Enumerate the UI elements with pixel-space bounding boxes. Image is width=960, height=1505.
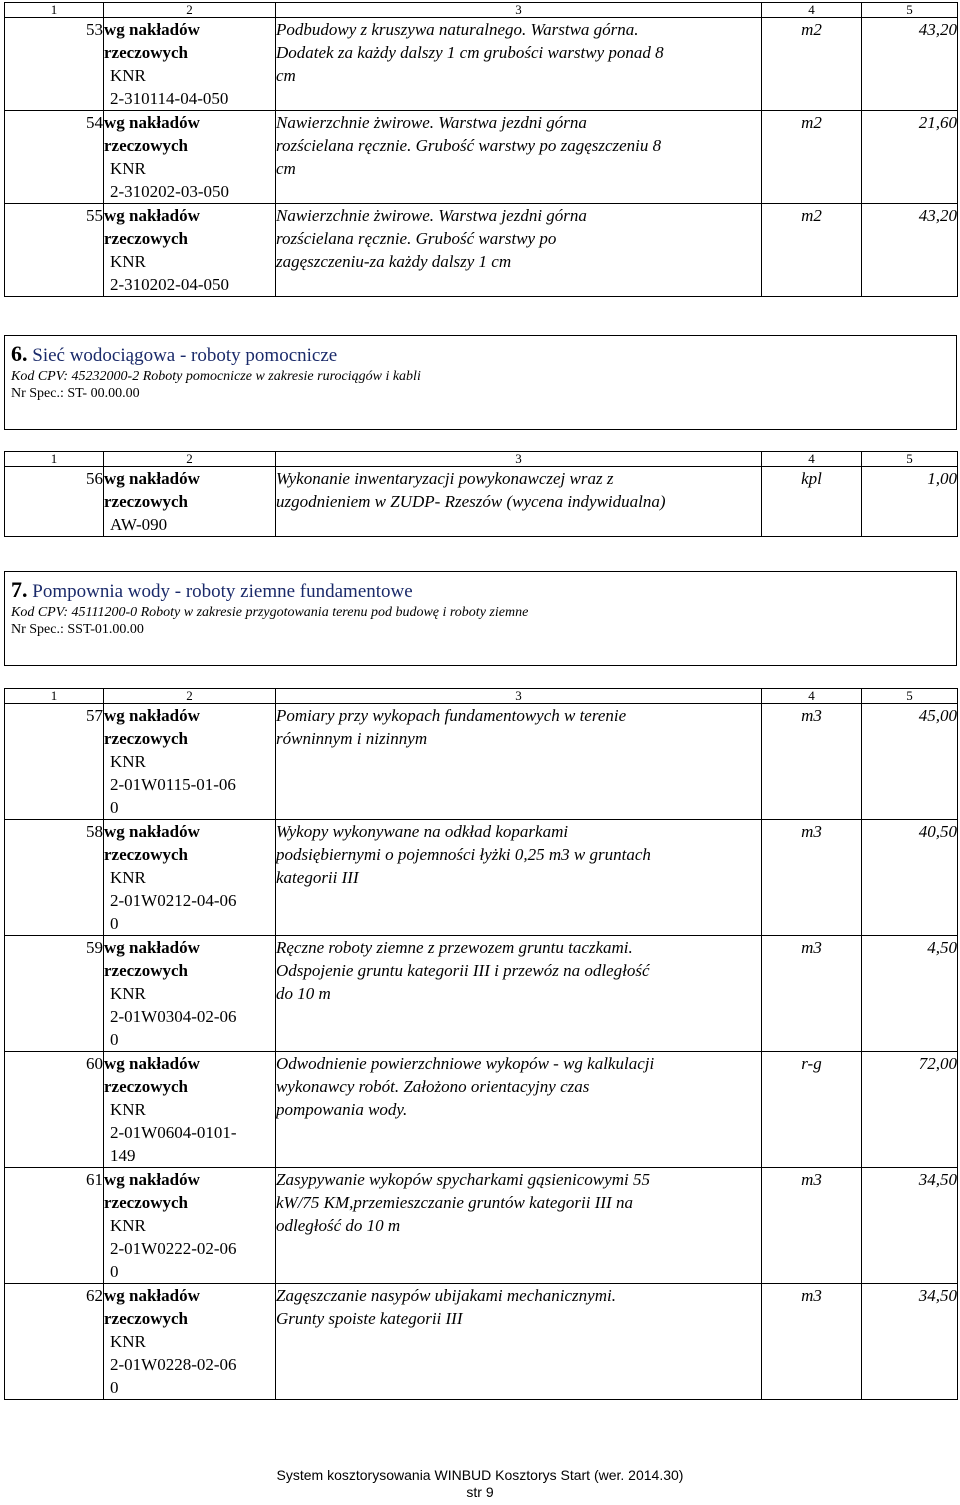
basis-label: rzeczowych <box>104 1309 189 1328</box>
section-number: 6. <box>11 341 28 366</box>
basis-code: KNR <box>110 752 146 771</box>
description-line: Odwodnienie powierzchniowe wykopów - wg kalkulacji <box>276 1054 655 1073</box>
header-col-2: 2 <box>104 3 276 18</box>
position-description <box>276 936 762 1052</box>
basis-label: rzeczowych <box>104 961 189 980</box>
position-description <box>276 1168 762 1284</box>
basis-label: rzeczowych <box>104 845 189 864</box>
description-line: równinnym i nizinnym <box>276 729 428 748</box>
basis-code: KNR <box>110 1216 146 1235</box>
position-unit: m3 <box>762 820 862 936</box>
header-col-5: 5 <box>862 452 958 467</box>
header-col-3: 3 <box>276 3 762 18</box>
position-quantity: 1,00 <box>862 467 958 537</box>
position-basis <box>104 820 276 936</box>
position-quantity: 43,20 <box>862 204 958 297</box>
position-basis <box>104 204 276 297</box>
position-unit: m2 <box>762 18 862 111</box>
description-line: zagęszczeniu-za każdy dalszy 1 cm <box>276 252 512 271</box>
basis-label: rzeczowych <box>104 729 189 748</box>
position-basis <box>104 18 276 111</box>
description-line: rozścielana ręcznie. Grubość warstwy po <box>276 229 557 248</box>
position-basis <box>104 111 276 204</box>
position-unit: r-g <box>762 1052 862 1168</box>
header-row <box>5 452 958 467</box>
position-description <box>276 1284 762 1400</box>
description-line: uzgodnieniem w ZUDP- Rzeszów (wycena indywidualna) <box>276 492 666 511</box>
basis-code: KNR <box>110 252 146 271</box>
description-line: rozścielana ręcznie. Grubość warstwy po zagęszczeniu 8 <box>276 136 662 155</box>
header-col-3: 3 <box>276 689 762 704</box>
position-number: 56 <box>5 467 104 537</box>
header-col-5: 5 <box>862 689 958 704</box>
header-col-4: 4 <box>762 689 862 704</box>
basis-label: wg nakładów <box>104 822 200 841</box>
basis-code: 0 <box>110 798 119 817</box>
basis-label: rzeczowych <box>104 43 189 62</box>
description-line: Ręczne roboty ziemne z przewozem gruntu taczkami. <box>276 938 633 957</box>
section-cpv: Kod CPV: 45111200-0 Roboty w zakresie przygotowania terenu pod budowę i roboty ziemne <box>11 605 529 620</box>
description-line: kategorii III <box>276 868 359 887</box>
header-col-1: 1 <box>5 3 104 18</box>
position-number: 61 <box>5 1168 104 1284</box>
basis-label: wg nakładów <box>104 1286 200 1305</box>
description-line: Dodatek za każdy dalszy 1 cm grubości warstwy ponad 8 <box>276 43 664 62</box>
position-basis <box>104 1168 276 1284</box>
basis-label: rzeczowych <box>104 1193 189 1212</box>
description-line: Zasypywanie wykopów spycharkami gąsienicowymi 55 <box>276 1170 650 1189</box>
description-line: Wykopy wykonywane na odkład koparkami <box>276 822 569 841</box>
position-number: 54 <box>5 111 104 204</box>
description-line: Podbudowy z kruszywa naturalnego. Warstwa górna. <box>276 20 639 39</box>
table-row <box>5 1052 958 1168</box>
basis-code: AW-090 <box>110 515 168 534</box>
position-number: 53 <box>5 18 104 111</box>
basis-code: 2-01W0228-02-06 <box>110 1355 237 1374</box>
table-row <box>5 18 958 111</box>
basis-code: 0 <box>110 1262 119 1281</box>
position-quantity: 21,60 <box>862 111 958 204</box>
basis-code: KNR <box>110 159 146 178</box>
header-col-5: 5 <box>862 3 958 18</box>
section-7-header <box>4 571 957 666</box>
position-quantity: 43,20 <box>862 18 958 111</box>
table-row <box>5 1284 958 1400</box>
description-line: Grunty spoiste kategorii III <box>276 1309 463 1328</box>
position-basis <box>104 1052 276 1168</box>
basis-label: rzeczowych <box>104 492 189 511</box>
position-number: 60 <box>5 1052 104 1168</box>
basis-code: 149 <box>110 1146 136 1165</box>
page-footer <box>0 1467 960 1501</box>
basis-code: 2-01W0222-02-06 <box>110 1239 237 1258</box>
position-basis <box>104 1284 276 1400</box>
header-col-2: 2 <box>104 689 276 704</box>
position-description <box>276 467 762 537</box>
basis-code: 2-310202-03-050 <box>110 182 229 201</box>
position-unit: m3 <box>762 704 862 820</box>
basis-label: wg nakładów <box>104 1054 200 1073</box>
basis-label: wg nakładów <box>104 20 200 39</box>
basis-code: KNR <box>110 984 146 1003</box>
basis-code: KNR <box>110 1332 146 1351</box>
table-row <box>5 936 958 1052</box>
description-line: kW/75 KM,przemieszczanie gruntów kategorii III na <box>276 1193 633 1212</box>
description-line: pompowania wody. <box>276 1100 408 1119</box>
positions-table-2 <box>4 451 958 537</box>
header-col-4: 4 <box>762 3 862 18</box>
position-description <box>276 820 762 936</box>
description-line: Nawierzchnie żwirowe. Warstwa jezdni górna <box>276 113 587 132</box>
description-line: Pomiary przy wykopach fundamentowych w terenie <box>276 706 627 725</box>
positions-table-1 <box>4 2 958 297</box>
description-line: cm <box>276 159 296 178</box>
section-6-header <box>4 335 957 430</box>
section-cpv: Kod CPV: 45232000-2 Roboty pomocnicze w zakresie rurociągów i kabli <box>11 369 421 384</box>
table-row <box>5 204 958 297</box>
position-quantity: 34,50 <box>862 1168 958 1284</box>
position-number: 57 <box>5 704 104 820</box>
position-unit: m3 <box>762 1284 862 1400</box>
basis-code: KNR <box>110 868 146 887</box>
basis-label: rzeczowych <box>104 229 189 248</box>
basis-label: rzeczowych <box>104 1077 189 1096</box>
basis-code: 2-01W0604-0101- <box>110 1123 237 1142</box>
position-number: 58 <box>5 820 104 936</box>
basis-code: 2-01W0304-02-06 <box>110 1007 237 1026</box>
basis-label: wg nakładów <box>104 206 200 225</box>
basis-code: 0 <box>110 914 119 933</box>
position-quantity: 45,00 <box>862 704 958 820</box>
section-title <box>11 341 956 366</box>
basis-code: KNR <box>110 66 146 85</box>
position-number: 55 <box>5 204 104 297</box>
basis-code: 2-310114-04-050 <box>110 89 229 108</box>
description-line: Zagęszczanie nasypów ubijakami mechanicznymi. <box>276 1286 616 1305</box>
header-col-1: 1 <box>5 689 104 704</box>
basis-code: 0 <box>110 1378 119 1397</box>
position-number: 62 <box>5 1284 104 1400</box>
basis-code: KNR <box>110 1100 146 1119</box>
position-basis <box>104 467 276 537</box>
description-line: wykonawcy robót. Założono orientacyjny czas <box>276 1077 590 1096</box>
position-description <box>276 204 762 297</box>
table-row <box>5 704 958 820</box>
header-col-1: 1 <box>5 452 104 467</box>
section-spec: Nr Spec.: SST-01.00.00 <box>11 622 144 637</box>
position-description <box>276 1052 762 1168</box>
basis-code: 2-01W0115-01-06 <box>110 775 236 794</box>
header-col-4: 4 <box>762 452 862 467</box>
section-title <box>11 577 956 602</box>
position-quantity: 72,00 <box>862 1052 958 1168</box>
position-quantity: 34,50 <box>862 1284 958 1400</box>
table-row <box>5 467 958 537</box>
basis-label: wg nakładów <box>104 938 200 957</box>
basis-code: 2-310202-04-050 <box>110 275 229 294</box>
footer-software: System kosztorysowania WINBUD Kosztorys Start (wer. 2014.30) <box>276 1467 684 1483</box>
basis-label: wg nakładów <box>104 706 200 725</box>
header-col-3: 3 <box>276 452 762 467</box>
section-spec: Nr Spec.: ST- 00.00.00 <box>11 386 140 401</box>
position-description <box>276 704 762 820</box>
position-quantity: 4,50 <box>862 936 958 1052</box>
position-unit: m3 <box>762 1168 862 1284</box>
basis-label: wg nakładów <box>104 113 200 132</box>
position-unit: m2 <box>762 111 862 204</box>
description-line: Odspojenie gruntu kategorii III i przewóz na odległość <box>276 961 650 980</box>
description-line: Wykonanie inwentaryzacji powykonawczej wraz z <box>276 469 614 488</box>
header-col-2: 2 <box>104 452 276 467</box>
basis-code: 0 <box>110 1030 119 1049</box>
header-row <box>5 689 958 704</box>
position-quantity: 40,50 <box>862 820 958 936</box>
position-unit: m2 <box>762 204 862 297</box>
position-unit: kpl <box>762 467 862 537</box>
basis-label: wg nakładów <box>104 469 200 488</box>
description-line: podsiębiernymi o pojemności łyżki 0,25 m3 w gruntach <box>276 845 651 864</box>
position-basis <box>104 936 276 1052</box>
header-row <box>5 3 958 18</box>
description-line: cm <box>276 66 296 85</box>
description-line: do 10 m <box>276 984 331 1003</box>
position-description <box>276 18 762 111</box>
position-basis <box>104 704 276 820</box>
section-name: Sieć wodociągowa - roboty pomocnicze <box>32 345 338 366</box>
basis-label: rzeczowych <box>104 136 189 155</box>
description-line: Nawierzchnie żwirowe. Warstwa jezdni górna <box>276 206 587 225</box>
section-name: Pompownia wody - roboty ziemne fundamentowe <box>32 581 413 602</box>
position-number: 59 <box>5 936 104 1052</box>
table-row <box>5 111 958 204</box>
basis-code: 2-01W0212-04-06 <box>110 891 237 910</box>
position-unit: m3 <box>762 936 862 1052</box>
table-row <box>5 820 958 936</box>
positions-table-3 <box>4 688 958 1400</box>
section-number: 7. <box>11 577 28 602</box>
basis-label: wg nakładów <box>104 1170 200 1189</box>
position-description <box>276 111 762 204</box>
table-row <box>5 1168 958 1284</box>
description-line: odległość do 10 m <box>276 1216 401 1235</box>
footer-page-number: str 9 <box>466 1484 494 1500</box>
